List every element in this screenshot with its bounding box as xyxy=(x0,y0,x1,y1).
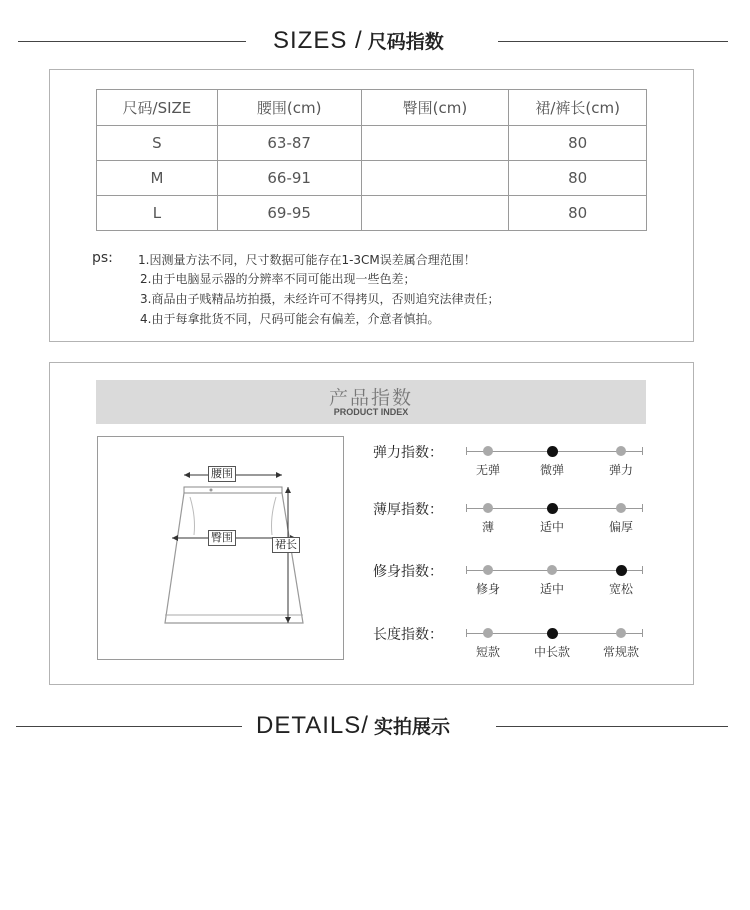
note-item: 2.由于电脑显示器的分辨率不同可能出现一些色差； xyxy=(140,272,416,286)
index-option-label: 适中 xyxy=(539,520,565,534)
size-table-header: 腰围(cm) xyxy=(217,90,361,126)
sizes-header-line-left xyxy=(18,41,246,42)
product-index-title-en: PRODUCT INDEX xyxy=(333,407,409,417)
index-dot-selected xyxy=(547,503,558,514)
index-dot-selected xyxy=(547,628,558,639)
table-row xyxy=(97,161,647,196)
table-row xyxy=(97,126,647,161)
notes-label: ps: xyxy=(92,250,113,266)
index-dot xyxy=(616,503,626,513)
details-header-title xyxy=(256,712,450,740)
note-item: 4.由于每拿批货不同，尺码可能会有偏差，介意者慎拍。 xyxy=(140,312,440,326)
index-option-label: 微弹 xyxy=(539,463,565,477)
hip-cell xyxy=(361,126,509,161)
hip-tag: 臀围 xyxy=(208,530,236,546)
length-cell: 80 xyxy=(509,196,647,231)
index-dot-selected xyxy=(616,565,627,576)
index-option-label: 常规款 xyxy=(602,645,640,659)
product-index-title-cn: 产品指数 xyxy=(328,387,413,409)
size-table xyxy=(96,89,647,231)
waist-cell: 66-91 xyxy=(217,161,361,196)
index-option-label: 修身 xyxy=(475,582,501,596)
size-cell: L xyxy=(97,196,218,231)
size-cell: S xyxy=(97,126,218,161)
index-dot xyxy=(483,565,493,575)
length-tag: 裙长 xyxy=(272,537,300,553)
size-cell: M xyxy=(97,161,218,196)
note-item: 3.商品由子贱精品坊拍摄，未经许可不得拷贝，否则追究法律责任； xyxy=(140,292,500,306)
size-table-header: 臀围(cm) xyxy=(361,90,509,126)
index-dot xyxy=(483,446,493,456)
skirt-sketch-box xyxy=(97,436,344,660)
index-track-cap xyxy=(642,629,643,637)
index-dot xyxy=(616,446,626,456)
index-row-label: 修身指数： xyxy=(373,564,443,580)
index-track-cap xyxy=(642,504,643,512)
index-option-label: 无弹 xyxy=(475,463,501,477)
index-option-label: 宽松 xyxy=(608,582,634,596)
index-track-cap xyxy=(642,447,643,455)
index-dot xyxy=(483,503,493,513)
size-table-header-row xyxy=(97,90,647,126)
index-track-cap xyxy=(466,504,467,512)
index-dot xyxy=(547,565,557,575)
hip-cell xyxy=(361,161,509,196)
size-table-header: 尺码/SIZE xyxy=(97,90,218,126)
waist-tag: 腰围 xyxy=(208,466,236,482)
index-dot xyxy=(483,628,493,638)
index-row-label: 长度指数： xyxy=(373,627,443,643)
index-dot xyxy=(616,628,626,638)
length-cell: 80 xyxy=(509,161,647,196)
details-header-line-left xyxy=(16,726,242,727)
hip-cell xyxy=(361,196,509,231)
index-option-label: 弹力 xyxy=(608,463,634,477)
sizes-header-title xyxy=(273,27,444,55)
index-track-cap xyxy=(466,566,467,574)
sizes-header-en: SIZES / xyxy=(273,27,363,54)
index-dot-selected xyxy=(547,446,558,457)
index-option-label: 短款 xyxy=(475,645,501,659)
details-header-line-right xyxy=(496,726,728,727)
index-row-label: 弹力指数： xyxy=(373,445,443,461)
size-table-header: 裙/裤长(cm) xyxy=(509,90,647,126)
waist-cell: 63-87 xyxy=(217,126,361,161)
length-cell: 80 xyxy=(509,126,647,161)
details-header-cn: 实拍展示 xyxy=(374,716,451,738)
note-item: 1.因测量方法不同，尺寸数据可能存在1-3CM误差属合理范围！ xyxy=(138,253,476,267)
index-row-label: 薄厚指数： xyxy=(373,502,443,518)
index-option-label: 偏厚 xyxy=(608,520,634,534)
index-track-cap xyxy=(466,629,467,637)
index-option-label: 中长款 xyxy=(533,645,571,659)
sizes-header-cn: 尺码指数 xyxy=(367,31,444,53)
sizes-header-line-right xyxy=(498,41,728,42)
index-track-cap xyxy=(466,447,467,455)
details-header-en: DETAILS/ xyxy=(256,712,369,739)
index-option-label: 薄 xyxy=(481,520,495,534)
index-track-cap xyxy=(642,566,643,574)
waist-cell: 69-95 xyxy=(217,196,361,231)
index-option-label: 适中 xyxy=(539,582,565,596)
product-index-title-bar xyxy=(96,380,646,424)
table-row xyxy=(97,196,647,231)
